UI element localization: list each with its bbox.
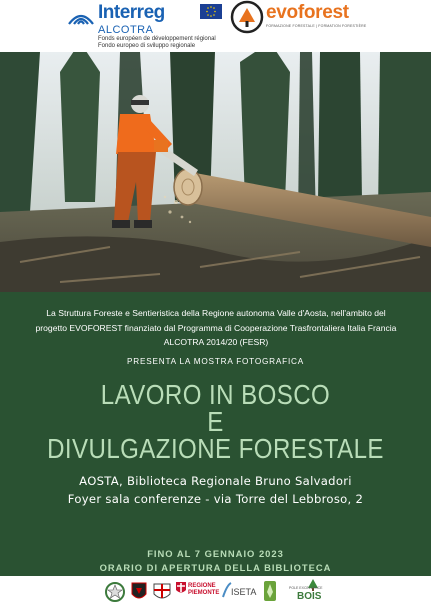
evoforest-logo <box>230 0 380 34</box>
intro-line-3: ALCOTRA 2014/20 (FESR) <box>163 337 269 348</box>
green-leaf-logo-icon <box>263 580 277 602</box>
dates-info <box>0 547 431 575</box>
eu-flag-icon <box>200 4 222 19</box>
iseta-logo <box>221 581 257 604</box>
evoforest-title: evoforest <box>266 2 349 23</box>
venue-line-1: AOSTA, Biblioteca Regionale Bruno Salvadori <box>79 474 352 488</box>
venue-line-2: Foyer sala conferenze - via Torre del Lebbroso, 2 <box>67 492 364 506</box>
interreg-title: Interreg <box>98 2 165 23</box>
forest-worker-photo <box>0 52 431 292</box>
title-line-3: DIVULGAZIONE FORESTALE <box>47 433 384 464</box>
venue-info <box>0 472 431 508</box>
bois-text: BOIS <box>297 591 322 602</box>
piemonte-crest-icon <box>175 580 187 596</box>
intro-line-2: progetto EVOFOREST finanziato dal Programma di Cooperazione Trasfrontaliera Italia Francia <box>35 322 397 333</box>
dates-line-2: ORARIO DI APERTURA DELLA BIBLIOTECA <box>99 562 332 573</box>
piemonte-text: PIEMONTE <box>188 590 220 596</box>
evoforest-emblem-icon <box>230 0 264 34</box>
fund-it-text: Fondo europeo di sviluppo regionale <box>98 43 196 49</box>
intro-text <box>14 306 418 350</box>
title-line-2: E <box>207 406 224 437</box>
iseta-text: ISETA <box>231 587 257 597</box>
title-line-1: LAVORO IN BOSCO <box>100 379 331 410</box>
header-logos <box>0 0 431 52</box>
interreg-arcs-icon <box>66 6 96 28</box>
partner-logos <box>0 576 431 606</box>
evoforest-tagline: FORMAZIONE FORESTALE | FORMATION FORESTIÈRE <box>266 24 367 28</box>
regione-text: REGIONE <box>188 583 216 589</box>
regional-crest-icon <box>151 580 173 604</box>
intro-line-1: La Struttura Foreste e Sentieristica della Regione autonoma Valle d'Aosta, nell'ambito del <box>46 308 386 318</box>
valle-aosta-crest-icon <box>130 580 148 604</box>
regione-piemonte-logo <box>188 583 219 597</box>
pole-excellence-bois-logo <box>287 578 339 604</box>
italian-republic-emblem-icon <box>104 580 126 604</box>
alcotra-label: ALCOTRA <box>98 24 154 36</box>
pole-excellence-text: POLE EXCELLENCE <box>289 586 323 590</box>
presenta-subtitle: PRESENTA LA MOSTRA FOTOGRAFICA <box>126 357 304 366</box>
fund-fr-text: Fonds européen de développement régional <box>98 36 216 42</box>
dates-line-1: FINO AL 7 GENNAIO 2023 <box>147 548 284 559</box>
exhibition-title <box>0 381 431 462</box>
